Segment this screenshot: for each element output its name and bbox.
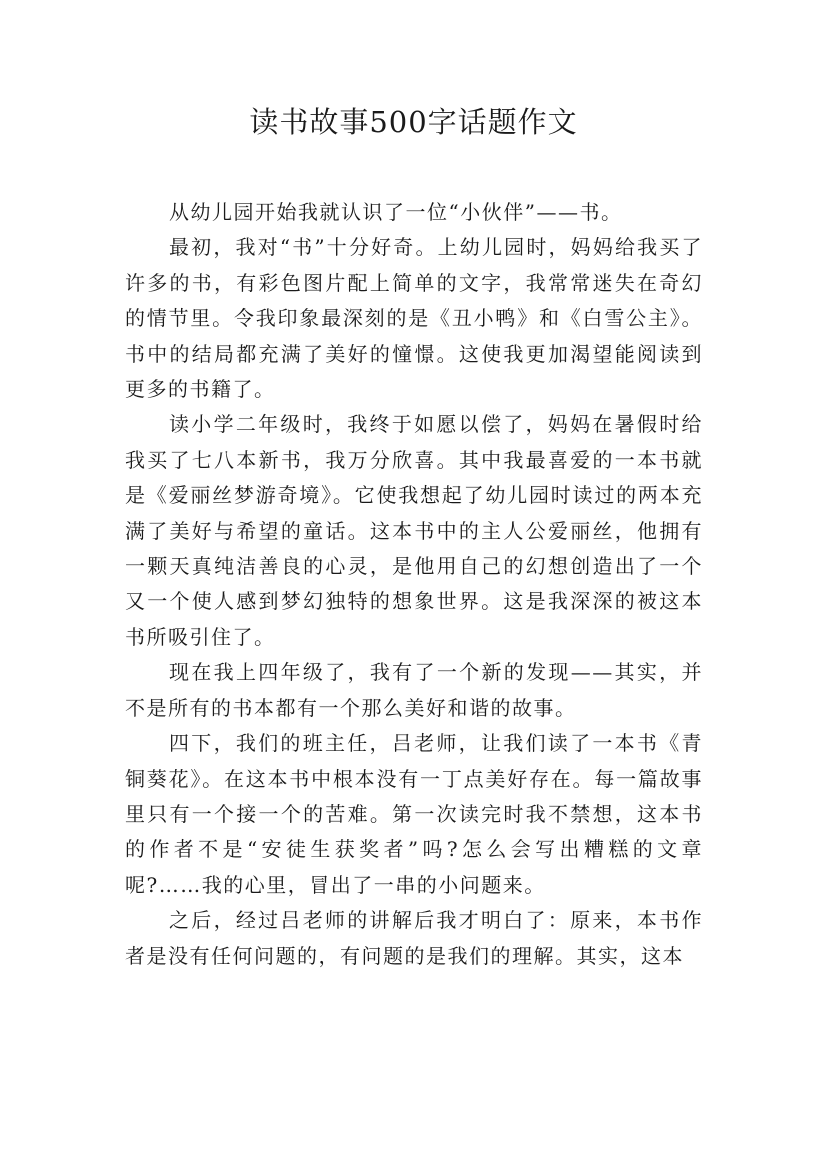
paragraph-5: 四下，我们的班主任，吕老师，让我们读了一本书《青铜葵花》。在这本书中根本没有一丁点美好存在。每一篇故事里只有一个接一个的苦难。第一次读完时我不禁想，这本书的作者不是“安徒生获奖者”吗?怎么会写出糟糕的文章呢?……我的心里，冒出了一串的小问题来。 (125, 731, 703, 897)
document-title: 读书故事500字话题作文 (249, 105, 578, 139)
document-body (125, 195, 703, 974)
paragraph-4: 现在我上四年级了，我有了一个新的发现——其实，并不是所有的书本都有一个那么美好和谐的故事。 (125, 660, 703, 720)
paragraph-2: 最初，我对“书”十分好奇。上幼儿园时，妈妈给我买了许多的书，有彩色图片配上简单的文字，我常常迷失在奇幻的情节里。令我印象最深刻的是《丑小鸭》和《白雪公主》。书中的结局都充满了美好的憧憬。这使我更加渴望能阅读到更多的书籍了。 (125, 235, 703, 402)
paragraph-6: 之后，经过吕老师的讲解后我才明白了：原来，本书作者是没有任何问题的，有问题的是我们的理解。其实，这本 (125, 908, 703, 968)
paragraph-1: 从幼儿园开始我就认识了一位“小伙伴”——书。 (169, 200, 623, 224)
paragraph-3: 读小学二年级时，我终于如愿以偿了，妈妈在暑假时给我买了七八本新书，我万分欣喜。其中我最喜爱的一本书就是《爱丽丝梦游奇境》。它使我想起了幼儿园时读过的两本充满了美好与希望的童话。这本书中的主人公爱丽丝，他拥有一颗天真纯洁善良的心灵，是他用自己的幻想创造出了一个又一个使人感到梦幻独特的想象世界。这是我深深的被这本书所吸引住了。 (125, 412, 703, 649)
